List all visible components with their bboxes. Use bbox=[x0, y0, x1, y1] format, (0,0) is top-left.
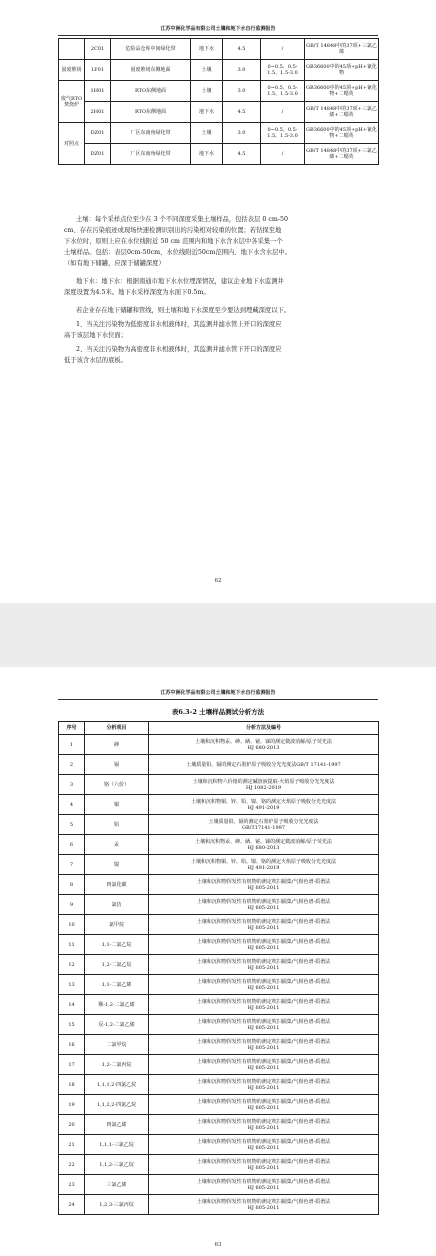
method-cell bbox=[149, 815, 379, 835]
row-number: 9 bbox=[59, 895, 85, 915]
method-cell bbox=[149, 1155, 379, 1175]
analysis-item: 1,1,2,2-四氯乙烷 bbox=[85, 1095, 149, 1115]
table-cell: 土壤 bbox=[191, 60, 223, 81]
row-number: 6 bbox=[59, 835, 85, 855]
table-row bbox=[59, 775, 379, 795]
paragraph-line: cm、存在污染痕迹或现场快速检测识别出的污染相对较重的位置；若钻探至地 bbox=[64, 227, 282, 234]
page-number: 63 bbox=[214, 1242, 222, 1248]
table-cell: 土壤 bbox=[191, 81, 223, 102]
method-code: HJ 605-2011 bbox=[247, 1084, 280, 1091]
analysis-item: 1,1,1,2-四氯乙烷 bbox=[85, 1075, 149, 1095]
method-code: HJ 605-2011 bbox=[247, 884, 280, 891]
method-name: 土壤和沉积物挥发性有机物的测定吹扫捕集/气相色谱-质谱法 bbox=[196, 978, 331, 985]
method-name: 土壤质量铅、镉的测定石墨炉原子吸收分光光度法GB/T 17141-1997 bbox=[186, 761, 341, 768]
table-row bbox=[59, 755, 379, 775]
analysis-item: 三氯乙烯 bbox=[85, 1175, 149, 1195]
table-cell: 4.5 bbox=[223, 39, 261, 60]
method-code: GB/T17141-1997 bbox=[241, 824, 285, 831]
paragraph-line: 1、当关注污染物为低密度非水相液体时，其监测井滤水管上开口的深度应 bbox=[76, 321, 282, 328]
method-code: HJ 605-2011 bbox=[247, 1204, 280, 1211]
sampling-points-table bbox=[58, 38, 379, 165]
report-page-63 bbox=[0, 667, 436, 1256]
method-name: 土壤和沉积物挥发性有机物的测定吹扫捕集/气相色谱-质谱法 bbox=[196, 1058, 331, 1065]
method-code: HJ 491-2019 bbox=[247, 804, 280, 811]
method-code: HJ 1082-2019 bbox=[245, 784, 282, 791]
table-row bbox=[59, 975, 379, 995]
table-row bbox=[59, 875, 379, 895]
header-rule bbox=[58, 699, 378, 700]
table-cell: / bbox=[261, 102, 305, 123]
table-cell: GB36600中的45项+pH+氰化物+二噁英 bbox=[305, 123, 379, 144]
column-header: 分析方法及编号 bbox=[149, 722, 379, 735]
area-cell: 固废堆场 bbox=[59, 60, 85, 81]
table-row bbox=[59, 144, 379, 165]
method-code: HJ 605-2011 bbox=[247, 924, 280, 931]
row-number: 5 bbox=[59, 815, 85, 835]
method-code: HJ 605-2011 bbox=[247, 944, 280, 951]
table-cell: GB/T 14848中的37项+三氯乙烯+二噁英 bbox=[305, 144, 379, 165]
method-name: 土壤和沉积物六价铬的测定碱溶液提取-火焰原子吸收分光光度法 bbox=[192, 778, 335, 785]
table-cell: 4.5 bbox=[223, 144, 261, 165]
area-cell bbox=[59, 39, 85, 60]
method-code: HJ 680-2013 bbox=[247, 744, 280, 751]
row-number: 17 bbox=[59, 1055, 85, 1075]
analysis-item: 镍 bbox=[85, 855, 149, 875]
method-cell bbox=[149, 1115, 379, 1135]
table-row bbox=[59, 735, 379, 755]
method-code: HJ 680-2013 bbox=[247, 844, 280, 851]
analysis-item: 反-1,2-二氯乙烯 bbox=[85, 1015, 149, 1035]
table-cell: 危险品仓库中间绿化带 bbox=[111, 39, 191, 60]
method-cell bbox=[149, 1135, 379, 1155]
row-number: 7 bbox=[59, 855, 85, 875]
analysis-item: 四氯乙烯 bbox=[85, 1115, 149, 1135]
method-code: HJ 605-2011 bbox=[247, 1184, 280, 1191]
method-cell bbox=[149, 1035, 379, 1055]
method-cell bbox=[149, 775, 379, 795]
method-name: 土壤和沉积物铜、锌、铅、镍、铬的测定火焰原子吸收分光光度法 bbox=[190, 798, 336, 805]
row-number: 18 bbox=[59, 1075, 85, 1095]
row-number: 1 bbox=[59, 735, 85, 755]
method-code: HJ 491-2019 bbox=[247, 864, 280, 871]
analysis-item: 1,2,3-三氯丙烷 bbox=[85, 1195, 149, 1215]
method-code: HJ 605-2011 bbox=[247, 1124, 280, 1131]
table-cell: DZ01 bbox=[85, 144, 111, 165]
row-number: 20 bbox=[59, 1115, 85, 1135]
analysis-item: 1,2-二氯乙烷 bbox=[85, 955, 149, 975]
table-row bbox=[59, 1175, 379, 1195]
row-number: 19 bbox=[59, 1095, 85, 1115]
analysis-item: 二氯甲烷 bbox=[85, 1035, 149, 1055]
table-cell: GB36600中的45项+pH+氰化物+二噁英 bbox=[305, 81, 379, 102]
row-number: 12 bbox=[59, 955, 85, 975]
analysis-item: 1,2-二氯丙烷 bbox=[85, 1055, 149, 1075]
method-name: 土壤和沉积物铜、锌、铅、镍、铬的测定火焰原子吸收分光光度法 bbox=[190, 858, 336, 865]
analysis-item: 氯甲烷 bbox=[85, 915, 149, 935]
method-code: HJ 605-2011 bbox=[247, 1064, 280, 1071]
table-cell: GB36600中的45项+pH+氰化物 bbox=[305, 60, 379, 81]
row-number: 10 bbox=[59, 915, 85, 935]
method-cell bbox=[149, 1175, 379, 1195]
table-cell: 固废堆场东侧地面 bbox=[111, 60, 191, 81]
row-number: 23 bbox=[59, 1175, 85, 1195]
row-number: 15 bbox=[59, 1015, 85, 1035]
paragraph-line: 深度设置为4.5米。地下水采样深度为水面下0.5m。 bbox=[64, 289, 210, 296]
method-code: HJ 605-2011 bbox=[247, 1104, 280, 1111]
table-cell: DZ01 bbox=[85, 123, 111, 144]
table-cell: 1F01 bbox=[85, 60, 111, 81]
table-row bbox=[59, 123, 379, 144]
row-number: 8 bbox=[59, 875, 85, 895]
analysis-item: 四氯化碳 bbox=[85, 875, 149, 895]
method-cell bbox=[149, 795, 379, 815]
header-rule bbox=[58, 35, 378, 36]
analysis-item: 铜 bbox=[85, 795, 149, 815]
method-code: HJ 605-2011 bbox=[247, 964, 280, 971]
method-name: 土壤和沉积物挥发性有机物的测定吹扫捕集/气相色谱-质谱法 bbox=[196, 918, 331, 925]
row-number: 13 bbox=[59, 975, 85, 995]
method-cell bbox=[149, 995, 379, 1015]
analysis-item: 砷 bbox=[85, 735, 149, 755]
row-number: 3 bbox=[59, 775, 85, 795]
analysis-item: 氯仿 bbox=[85, 895, 149, 915]
method-name: 土壤和沉积物挥发性有机物的测定吹扫捕集/气相色谱-质谱法 bbox=[196, 1038, 331, 1045]
method-cell bbox=[149, 935, 379, 955]
analysis-item: 1,1-二氯乙烯 bbox=[85, 975, 149, 995]
table-cell: 2C01 bbox=[85, 39, 111, 60]
table-cell: 0~0.5、0.5-1.5、1.5-3.0 bbox=[261, 81, 305, 102]
table-row bbox=[59, 1095, 379, 1115]
method-name: 土壤和沉积物挥发性有机物的测定吹扫捕集/气相色谱-质谱法 bbox=[196, 958, 331, 965]
table-cell: 土壤 bbox=[191, 123, 223, 144]
table-cell: GB/T 14848中的37项+三氯乙烯 bbox=[305, 39, 379, 60]
method-cell bbox=[149, 895, 379, 915]
paragraph-line: 土壤：每个采样点位至少在 3 个不同深度采集土壤样品，包括表层 0 cm-50 bbox=[76, 216, 288, 223]
method-cell bbox=[149, 1015, 379, 1035]
table-row bbox=[59, 895, 379, 915]
table-cell: 3.0 bbox=[223, 60, 261, 81]
method-cell bbox=[149, 835, 379, 855]
method-name: 土壤和沉积物挥发性有机物的测定吹扫捕集/气相色谱-质谱法 bbox=[196, 1018, 331, 1025]
table-row bbox=[59, 1135, 379, 1155]
method-code: HJ 605-2011 bbox=[247, 1144, 280, 1151]
table-cell: 0~0.5、0.5-1.5、1.5-3.0 bbox=[261, 123, 305, 144]
soil-analysis-methods-table bbox=[58, 721, 379, 1215]
row-number: 21 bbox=[59, 1135, 85, 1155]
analysis-item: 1,1,1-三氯乙烷 bbox=[85, 1135, 149, 1155]
method-cell bbox=[149, 1195, 379, 1215]
table-cell: 厂区东南角绿化带 bbox=[111, 144, 191, 165]
analysis-item: 镉 bbox=[85, 755, 149, 775]
column-header: 序号 bbox=[59, 722, 85, 735]
method-cell bbox=[149, 955, 379, 975]
method-code: HJ 605-2011 bbox=[247, 1044, 280, 1051]
table-row bbox=[59, 915, 379, 935]
table-caption: 表6.3-2 土壤样品测试分析方法 bbox=[171, 708, 265, 716]
table-cell: 4.5 bbox=[223, 102, 261, 123]
table-cell: 0~0.5、0.5-1.5、1.5-3.0 bbox=[261, 60, 305, 81]
column-header: 分析项目 bbox=[85, 722, 149, 735]
method-name: 土壤和沉积物挥发性有机物的测定吹扫捕集/气相色谱-质谱法 bbox=[196, 1078, 331, 1085]
table-row bbox=[59, 1075, 379, 1095]
method-cell bbox=[149, 1055, 379, 1075]
row-number: 2 bbox=[59, 755, 85, 775]
table-cell: / bbox=[261, 39, 305, 60]
table-cell: RTO东侧地面 bbox=[111, 102, 191, 123]
paragraph-line: （如有地下储罐，应深于储罐深度） bbox=[64, 260, 165, 267]
paragraph-line: 地下水：地下水：根据南通市地下水水位埋深情况，建议企业地下水监测井 bbox=[76, 278, 284, 285]
table-row bbox=[59, 795, 379, 815]
method-code: HJ 605-2011 bbox=[247, 904, 280, 911]
table-row bbox=[59, 102, 379, 123]
method-name: 土壤和沉积物挥发性有机物的测定吹扫捕集/气相色谱-质谱法 bbox=[196, 1098, 331, 1105]
method-name: 土壤和沉积物挥发性有机物的测定吹扫捕集/气相色谱-质谱法 bbox=[196, 878, 331, 885]
page-header: 江苏中洲化学品有限公司土壤和地下水自行监测报告 bbox=[160, 26, 276, 32]
row-number: 24 bbox=[59, 1195, 85, 1215]
table-row bbox=[59, 815, 379, 835]
table-row bbox=[59, 835, 379, 855]
table-cell: / bbox=[261, 144, 305, 165]
report-page-62 bbox=[0, 0, 436, 603]
table-cell: 1H01 bbox=[85, 81, 111, 102]
method-cell bbox=[149, 735, 379, 755]
method-cell bbox=[149, 975, 379, 995]
method-name: 土壤质量铅、镉的测定石墨炉原子吸收分光光度法 bbox=[208, 818, 319, 825]
table-row bbox=[59, 955, 379, 975]
table-cell: GB/T 14848中的37项+三氯乙烯+二噁英 bbox=[305, 102, 379, 123]
method-name: 土壤和沉积物挥发性有机物的测定吹扫捕集/气相色谱-质谱法 bbox=[196, 1198, 331, 1205]
page-header: 江苏中洲化学品有限公司土壤和地下水自行监测报告 bbox=[160, 690, 276, 696]
paragraph-line: 土壤样品。包括：表层0cm-50cm、水位线附近50cm范围内、地下水含水层中。 bbox=[64, 249, 291, 256]
table-cell: 3.0 bbox=[223, 123, 261, 144]
row-number: 4 bbox=[59, 795, 85, 815]
method-cell bbox=[149, 1095, 379, 1115]
paragraph-line: 高于该层地下水位面； bbox=[64, 332, 127, 339]
method-cell bbox=[149, 1075, 379, 1095]
analysis-item: 铅 bbox=[85, 815, 149, 835]
method-code: HJ 605-2011 bbox=[247, 1004, 280, 1011]
table-header-row bbox=[59, 722, 379, 735]
method-name: 土壤和沉积物汞、砷、硒、铋、锑的测定微波消解/原子荧光法 bbox=[195, 838, 332, 845]
method-name: 土壤和沉积物汞、砷、硒、铋、锑的测定微波消解/原子荧光法 bbox=[195, 738, 332, 745]
method-name: 土壤和沉积物挥发性有机物的测定吹扫捕集/气相色谱-质谱法 bbox=[196, 898, 331, 905]
method-name: 土壤和沉积物挥发性有机物的测定吹扫捕集/气相色谱-质谱法 bbox=[196, 1118, 331, 1125]
row-number: 16 bbox=[59, 1035, 85, 1055]
method-code: HJ 605-2011 bbox=[247, 1024, 280, 1031]
table-row bbox=[59, 60, 379, 81]
method-name: 土壤和沉积物挥发性有机物的测定吹扫捕集/气相色谱-质谱法 bbox=[196, 1158, 331, 1165]
method-name: 土壤和沉积物挥发性有机物的测定吹扫捕集/气相色谱-质谱法 bbox=[196, 938, 331, 945]
table-cell: 3.0 bbox=[223, 81, 261, 102]
analysis-item: 1,1-二氯乙烷 bbox=[85, 935, 149, 955]
table-cell: 地下水 bbox=[191, 144, 223, 165]
table-row bbox=[59, 935, 379, 955]
table-row bbox=[59, 855, 379, 875]
table-cell: 地下水 bbox=[191, 39, 223, 60]
row-number: 22 bbox=[59, 1155, 85, 1175]
table-cell: 地下水 bbox=[191, 102, 223, 123]
table-cell: RTO东侧地面 bbox=[111, 81, 191, 102]
analysis-item: 顺-1,2-二氯乙烯 bbox=[85, 995, 149, 1015]
table-row bbox=[59, 1055, 379, 1075]
row-number: 14 bbox=[59, 995, 85, 1015]
paragraph-line: 若企业存在地下储罐和管线，则土壤和地下水深度至少要达到埋藏深度以下。 bbox=[76, 307, 291, 314]
table-row bbox=[59, 1115, 379, 1135]
page-number: 62 bbox=[214, 578, 222, 584]
area-cell: 对照点 bbox=[59, 123, 85, 165]
paragraph-line: 下水位时，原则上应在水位线附近 50 cm 范围内和地下水含水层中各采集一个 bbox=[64, 238, 283, 245]
analysis-item: 汞 bbox=[85, 835, 149, 855]
table-row bbox=[59, 1195, 379, 1215]
method-cell bbox=[149, 755, 379, 775]
method-code: HJ 605-2011 bbox=[247, 984, 280, 991]
table-row bbox=[59, 1035, 379, 1055]
table-row bbox=[59, 1015, 379, 1035]
analysis-item: 铬（六价） bbox=[85, 775, 149, 795]
area-cell: 废气RTO焚烧炉 bbox=[59, 81, 85, 123]
paragraph-line: 低于该含水层的底板。 bbox=[64, 357, 127, 364]
method-cell bbox=[149, 915, 379, 935]
method-cell bbox=[149, 855, 379, 875]
table-row bbox=[59, 81, 379, 102]
table-row bbox=[59, 1155, 379, 1175]
analysis-item: 1,1,2-三氯乙烷 bbox=[85, 1155, 149, 1175]
method-name: 土壤和沉积物挥发性有机物的测定吹扫捕集/气相色谱-质谱法 bbox=[196, 998, 331, 1005]
paragraph-line: 2、当关注污染物为高密度非水相液体时，其监测井滤水管下开口的深度应 bbox=[76, 346, 282, 353]
table-cell: 厂区东南角绿化带 bbox=[111, 123, 191, 144]
table-row bbox=[59, 995, 379, 1015]
method-code: HJ 605-2011 bbox=[247, 1164, 280, 1171]
table-row bbox=[59, 39, 379, 60]
table-cell: 2H01 bbox=[85, 102, 111, 123]
row-number: 11 bbox=[59, 935, 85, 955]
method-cell bbox=[149, 875, 379, 895]
method-name: 土壤和沉积物挥发性有机物的测定吹扫捕集/气相色谱-质谱法 bbox=[196, 1138, 331, 1145]
method-name: 土壤和沉积物挥发性有机物的测定吹扫捕集/气相色谱-质谱法 bbox=[196, 1178, 331, 1185]
